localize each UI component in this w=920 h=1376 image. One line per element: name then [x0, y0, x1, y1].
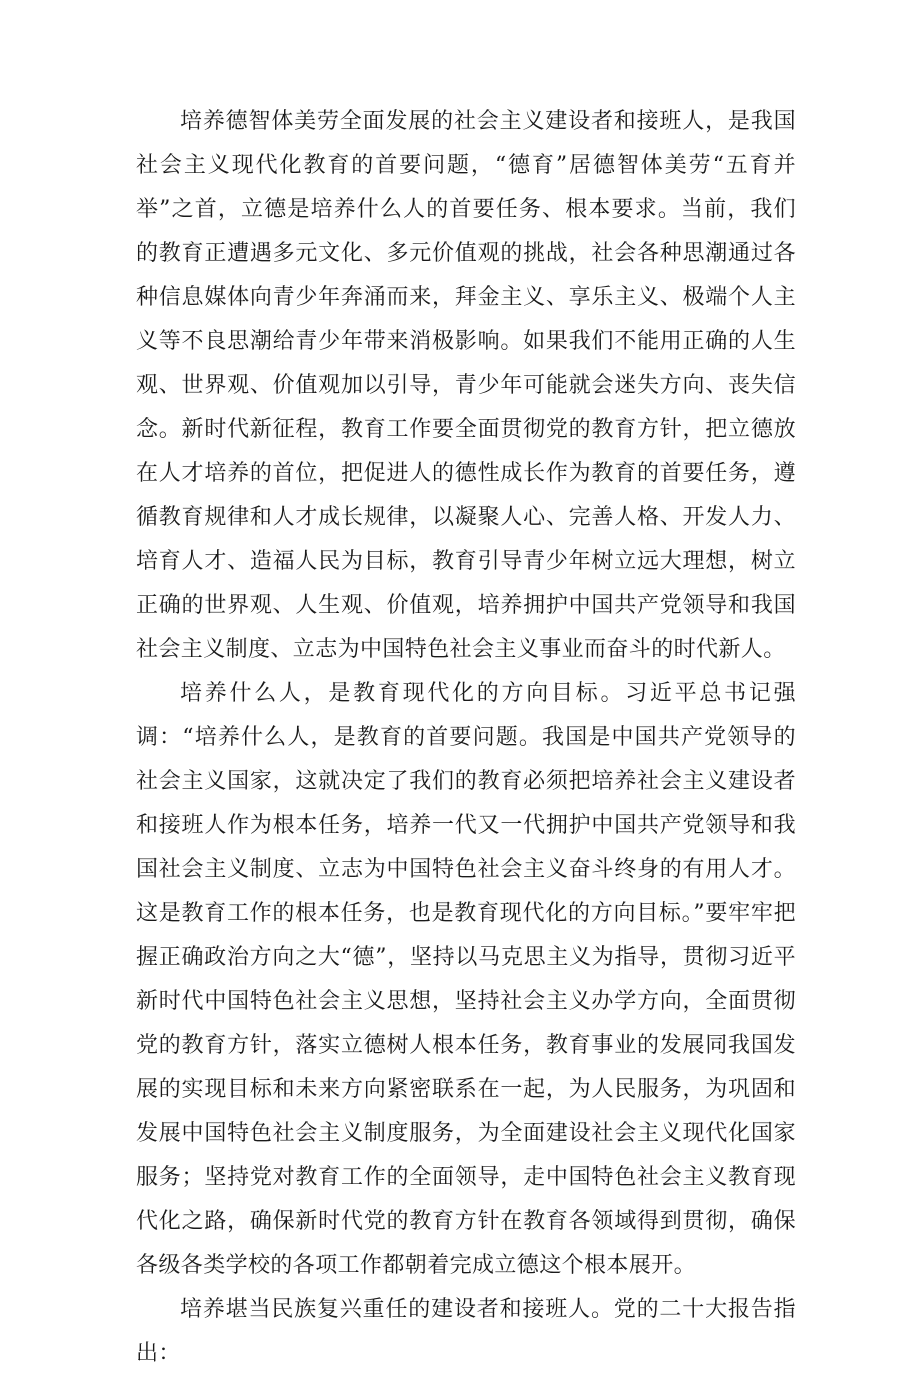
paragraph-2: 培养什么人，是教育现代化的方向目标。习近平总书记强调：“培养什么人，是教育的首要问题。我国是中国共产党领导的社会主义国家，这就决定了我们的教育必须把培养社会主义建设者和接班人作为根本任务，培养一代又一代拥护中国共产党领导和我国社会主义制度、立志为中国特色社会主义奋斗终身的有用人才。这是教育工作的根本任务，也是教育现代化的方向目标。”要牢牢把握正确政治方向之大“德”，坚持以马克思主义为指导，贯彻习近平新时代中国特色社会主义思想，坚持社会主义办学方向，全面贯彻党的教育方针，落实立德树人根本任务，教育事业的发展同我国发展的实现目标和未来方向紧密联系在一起，为人民服务，为巩固和发展中国特色社会主义制度服务，为全面建设社会主义现代化国家服务；坚持党对教育工作的全面领导，走中国特色社会主义教育现代化之路，确保新时代党的教育方针在教育各领域得到贯彻，确保各级各类学校的各项工作都朝着完成立德这个根本展开。: [136, 681, 796, 1278]
document-body: [136, 100, 796, 1376]
paragraph-3: 培养堪当民族复兴重任的建设者和接班人。党的二十大报告指出：: [136, 1297, 796, 1366]
paragraph-1: 培养德智体美劳全面发展的社会主义建设者和接班人，是我国社会主义现代化教育的首要问题，“德育”居德智体美劳“五育并举”之首，立德是培养什么人的首要任务、根本要求。当前，我们的教育正遭遇多元文化、多元价值观的挑战，社会各种思潮通过各种信息媒体向青少年奔涌而来，拜金主义、享乐主义、极端个人主义等不良思潮给青少年带来消极影响。如果我们不能用正确的人生观、世界观、价值观加以引导，青少年可能就会迷失方向、丧失信念。新时代新征程，教育工作要全面贯彻党的教育方针，把立德放在人才培养的首位，把促进人的德性成长作为教育的首要任务，遵循教育规律和人才成长规律，以凝聚人心、完善人格、开发人力、培育人才、造福人民为目标，教育引导青少年树立远大理想，树立正确的世界观、人生观、价值观，培养拥护中国共产党领导和我国社会主义制度、立志为中国特色社会主义事业而奋斗的时代新人。: [136, 109, 796, 662]
